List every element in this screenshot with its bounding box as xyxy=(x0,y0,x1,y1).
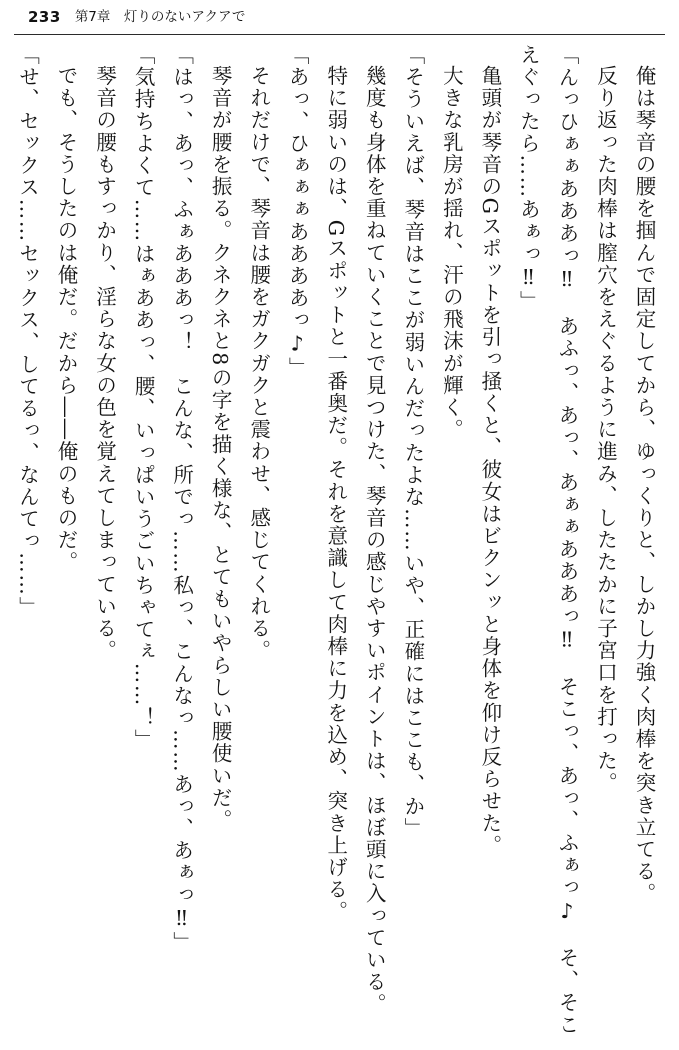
paragraph: 大きな乳房が揺れ、汗の飛沫が輝く。 xyxy=(439,64,464,441)
paragraph: 「気持ちよくて……はぁああっ、腰、いっぱいうごいちゃてぇ……！」 xyxy=(131,44,156,752)
paragraph: 亀頭が琴音のGスポットを引っ掻くと、彼女はビクンッと身体を仰け反らせた。 xyxy=(477,64,502,856)
paragraph: 反り返った肉棒は膣穴をえぐるように進み、したたかに子宮口を打った。 xyxy=(593,64,618,794)
running-head xyxy=(28,10,651,36)
header-divider xyxy=(14,34,665,35)
paragraph: 「あっ、ひぁぁぁああああっ♪」 xyxy=(285,44,310,379)
paragraph: でも、そうしたのは俺だ。だから――俺のものだ。 xyxy=(54,64,79,573)
paragraph: 「そういえば、琴音はここが弱いんだったよな……いや、正確にはここも、か」 xyxy=(400,44,425,840)
vertical-text-column xyxy=(16,44,663,1036)
paragraph: 俺は琴音の腰を掴んで固定してから、ゆっくりと、しかし力強く肉棒を突き立てる。 xyxy=(632,64,656,905)
chapter-title: 第7章 灯りのないアクアで xyxy=(74,9,246,25)
paragraph: 琴音が腰を振る。クネクネと8の字を描く様な、とてもいやらしい腰使いだ。 xyxy=(208,64,233,831)
paragraph: 「んっひぁぁあああっ‼ あふっ、あっ、あぁぁあああっ‼ そこっ、あっ、ふぁっ♪ そ、そこえぐったら……あぁっ‼」 xyxy=(516,44,579,1036)
paragraph: 「せ、セックス……セックス、してるっ、なんてっ……」 xyxy=(15,44,40,619)
paragraph: 琴音の腰もすっかり、淫らな女の色を覚えてしまっている。 xyxy=(92,64,117,662)
paragraph: 「はっ、あっ、ふぁあああっ！ こんな、所でっ……私っ、こんなっ……あっ、あぁっ‼」 xyxy=(169,44,194,954)
paragraph: 幾度も身体を重ねていくことで見つけた、琴音の感じやすいポイントは、ほぼ頭に入っている。 xyxy=(362,64,387,1015)
page-number: 233 xyxy=(28,8,61,26)
paragraph: 特に弱いのは、Gスポットと一番奥だ。それを意識して肉棒に力を込め、突き上げる。 xyxy=(323,64,348,923)
paragraph: それだけで、琴音は腰をガクガクと震わせ、感じてくれる。 xyxy=(246,64,271,662)
body-text-area xyxy=(16,44,663,1036)
